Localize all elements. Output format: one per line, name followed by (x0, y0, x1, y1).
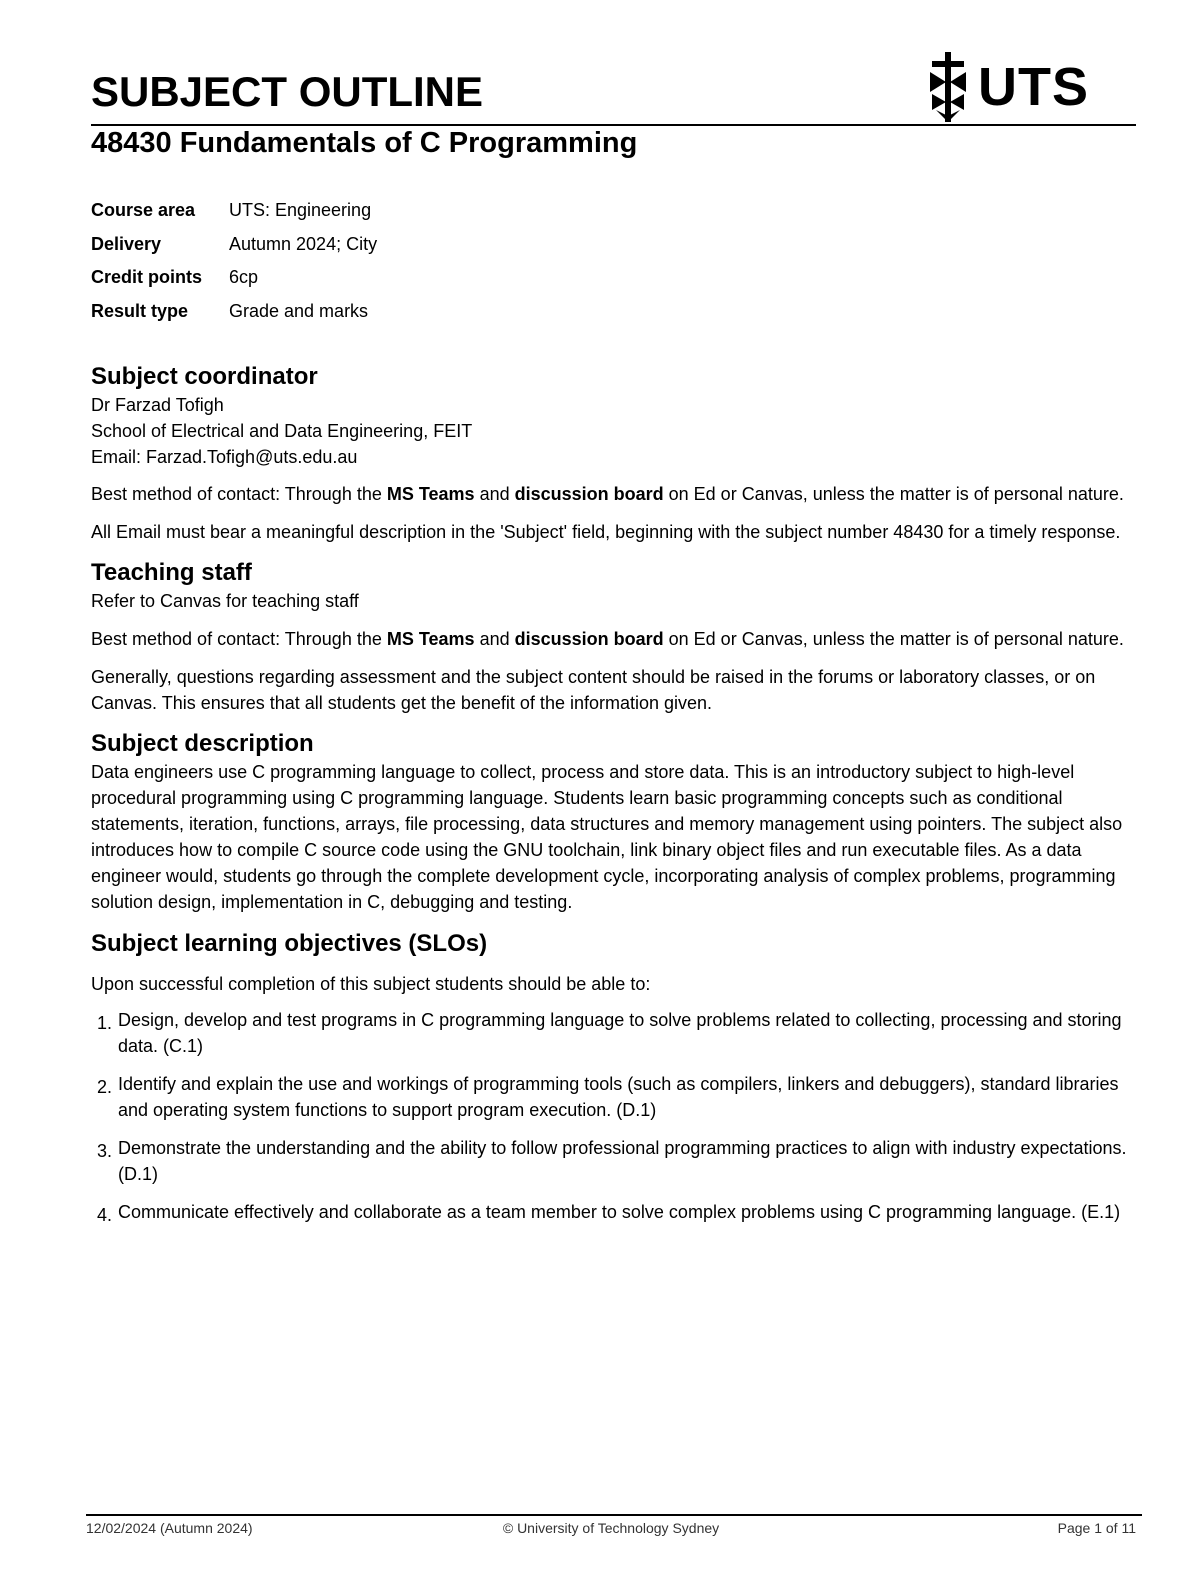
slo-item (91, 1007, 1136, 1059)
info-label: Course area (91, 200, 196, 221)
coordinator-school: School of Electrical and Data Engineering, FEIT (91, 421, 473, 441)
coordinator-email: Email: Farzad.Tofigh@uts.edu.au (91, 447, 358, 467)
info-row (91, 295, 377, 329)
footer-divider (86, 1514, 1142, 1516)
uts-crest-icon (926, 52, 970, 122)
slo-number: 1. (97, 1013, 113, 1033)
slos-heading: Subject learning objectives (SLOs) (91, 930, 488, 957)
slo-item (91, 1071, 1136, 1123)
slo-text: Design, develop and test programs in C programming language to solve problems related to collecting, processing and storing data. (C.1) (118, 1010, 1122, 1056)
subject-description-heading: Subject description (91, 730, 314, 757)
slo-text: Identify and explain the use and workings of programming tools (such as compilers, linkers and debuggers), standard libraries and operating system functions to support program execution. (D.1) (118, 1074, 1119, 1120)
footer-date: 12/02/2024 (Autumn 2024) (86, 1520, 253, 1536)
info-row (91, 194, 377, 228)
title-divider (91, 124, 1136, 126)
footer-page-number: Page 1 of 11 (1057, 1520, 1136, 1536)
main-content (91, 362, 1136, 1237)
info-label: Result type (91, 300, 189, 321)
info-value: 6cp (229, 267, 259, 288)
coordinator-details (91, 392, 1136, 470)
slo-text: Communicate effectively and collaborate as a team member to solve complex problems using C programming language. (E.1) (118, 1202, 1121, 1222)
info-row (91, 261, 377, 295)
slos-intro: Upon successful completion of this subject students should be able to: (91, 974, 651, 994)
slo-number: 4. (97, 1205, 113, 1225)
logo-text: UTS (978, 57, 1089, 117)
info-value: UTS: Engineering (229, 200, 372, 221)
teaching-staff-refer: Refer to Canvas for teaching staff (91, 591, 359, 611)
teaching-contact-method: Best method of contact: Through the MS Teams and discussion board on Ed or Canvas, unless the matter is of personal nature. (91, 629, 1124, 649)
teaching-general-note: Generally, questions regarding assessment and the subject content should be raised in the forums or laboratory classes, or on Canvas. This ensures that all students get the benefit of the information given. (91, 667, 1096, 713)
email-note: All Email must bear a meaningful description in the 'Subject' field, beginning with the subject number 48430 for a timely response. (91, 522, 1121, 542)
slo-item (91, 1135, 1136, 1187)
slo-text: Demonstrate the understanding and the ability to follow professional programming practices to align with industry expectations. (D.1) (118, 1138, 1127, 1184)
slo-number: 3. (97, 1141, 113, 1161)
subject-title: 48430 Fundamentals of C Programming (91, 127, 638, 159)
slos-list (91, 1007, 1136, 1225)
coordinator-name: Dr Farzad Tofigh (91, 395, 224, 415)
info-label: Delivery (91, 233, 162, 254)
uts-logo (926, 52, 1096, 122)
document-title: SUBJECT OUTLINE (91, 68, 484, 115)
coordinator-heading: Subject coordinator (91, 363, 318, 390)
info-row (91, 228, 377, 262)
info-label: Credit points (91, 267, 202, 288)
page-footer (86, 1520, 1136, 1540)
footer-copyright: © University of Technology Sydney (502, 1520, 720, 1536)
teaching-staff-heading: Teaching staff (91, 559, 252, 586)
coordinator-contact-method: Best method of contact: Through the MS Teams and discussion board on Ed or Canvas, unless the matter is of personal nature. (91, 484, 1124, 504)
info-value: Grade and marks (229, 300, 369, 321)
slo-number: 2. (97, 1077, 113, 1097)
subject-description-text: Data engineers use C programming language to collect, process and store data. This is an introductory subject to high-level procedural programming using C programming language. Students learn basic programming concepts such as conditional statements, iteration, functions, arrays, file processing, data structures and memory management using pointers. The subject also introduces how to compile C source code using the GNU toolchain, link binary object files and run executable files. As a data engineer would, students go through the complete development cycle, incorporating analysis of complex problems, programming solution design, implementation in C, debugging and testing. (91, 762, 1123, 912)
slo-item (91, 1199, 1136, 1225)
info-value: Autumn 2024; City (229, 233, 378, 254)
subject-info-table (91, 194, 377, 328)
